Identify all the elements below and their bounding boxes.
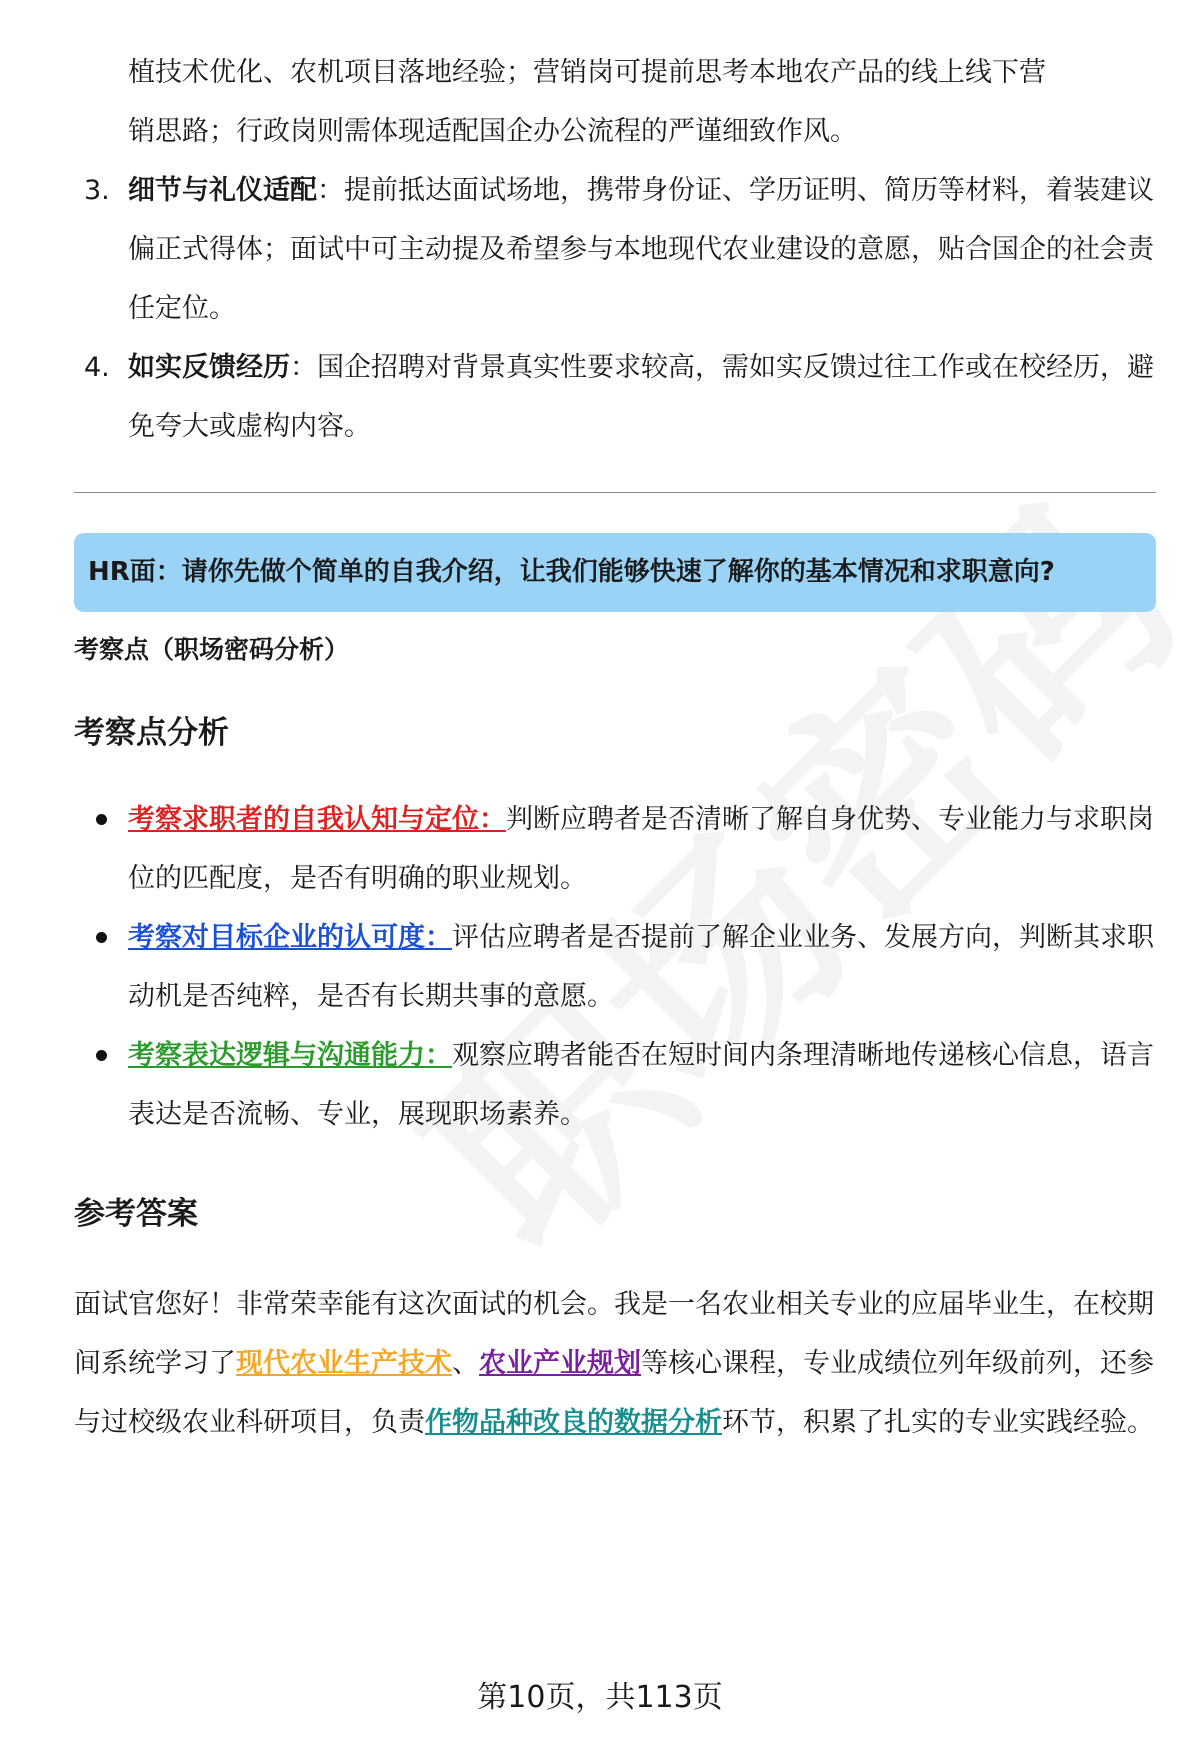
highlight-term: 作物品种改良的数据分析 xyxy=(425,1407,722,1438)
point-text: 观察应聘者能否在短时间内条理清晰地传递核心信息，语言表达是否流畅、专业，展现职场素养。 xyxy=(128,1040,1154,1130)
continuation-line: 销思路；行政岗则需体现适配国企办公流程的严谨细致作风。 xyxy=(128,116,857,147)
section-divider xyxy=(74,492,1156,493)
bullet-icon xyxy=(96,814,107,825)
list-number: 4. xyxy=(84,352,110,383)
list-item xyxy=(74,908,1156,1026)
list-item xyxy=(74,1026,1156,1144)
list-item-title: 如实反馈经历 xyxy=(128,352,290,383)
answer-text: 环节，积累了扎实的专业实践经验。 xyxy=(722,1407,1154,1438)
list-item-separator: ： xyxy=(290,352,317,383)
list-item-text: 提前抵达面试场地，携带身份证、学历证明、简历等材料，着装建议偏正式得体；面试中可主动提及希望参与本地现代农业建设的意愿，贴合国企的社会责任定位。 xyxy=(128,175,1154,324)
list-item-title: 细节与礼仪适配 xyxy=(128,175,317,206)
answer-text: 面试官您好！非常荣幸能有这次面试的机会。我是一名农业相关专业的应届毕业生，在校期间系统学习了 xyxy=(74,1289,1154,1379)
point-title: 考察求职者的自我认知与定位： xyxy=(128,804,506,835)
point-title: 考察对目标企业的认可度： xyxy=(128,922,452,953)
point-title: 考察表达逻辑与沟通能力： xyxy=(128,1040,452,1071)
highlight-term: 现代农业生产技术 xyxy=(236,1348,452,1379)
answer-heading: 参考答案 xyxy=(74,1196,198,1232)
point-text: 评估应聘者是否提前了解企业业务、发展方向，判断其求职动机是否纯粹，是否有长期共事的意愿。 xyxy=(128,922,1154,1012)
answer-paragraph xyxy=(74,1275,1156,1452)
answer-text: 、 xyxy=(452,1348,479,1379)
question-box xyxy=(74,533,1156,612)
list-item xyxy=(74,338,1156,456)
point-text: 判断应聘者是否清晰了解自身优势、专业能力与求职岗位的匹配度，是否有明确的职业规划。 xyxy=(128,804,1154,894)
list-number: 3. xyxy=(84,175,110,206)
continuation-text xyxy=(74,43,1156,161)
question-text: HR面：请你先做个简单的自我介绍，让我们能够快速了解你的基本情况和求职意向? xyxy=(88,557,1055,587)
highlight-term: 农业产业规划 xyxy=(479,1348,641,1379)
list-item xyxy=(74,161,1156,338)
page-footer: 第10页，共113页 xyxy=(477,1680,723,1715)
list-item xyxy=(74,790,1156,908)
list-item-separator: ： xyxy=(317,175,344,206)
list-item-text: 国企招聘对背景真实性要求较高，需如实反馈过往工作或在校经历，避免夸大或虚构内容。 xyxy=(128,352,1154,442)
answer-text: 等核心课程，专业成绩位列年级前列，还参与过校级农业科研项目，负责 xyxy=(74,1348,1154,1438)
analysis-list xyxy=(74,790,1156,1144)
bullet-icon xyxy=(96,1050,107,1061)
bullet-icon xyxy=(96,932,107,943)
page-content xyxy=(74,0,1156,1452)
analysis-heading: 考察点分析 xyxy=(74,715,229,751)
subheading: 考察点（职场密码分析） xyxy=(74,635,350,664)
continuation-line: 植技术优化、农机项目落地经验；营销岗可提前思考本地农产品的线上线下营 xyxy=(128,57,1046,88)
